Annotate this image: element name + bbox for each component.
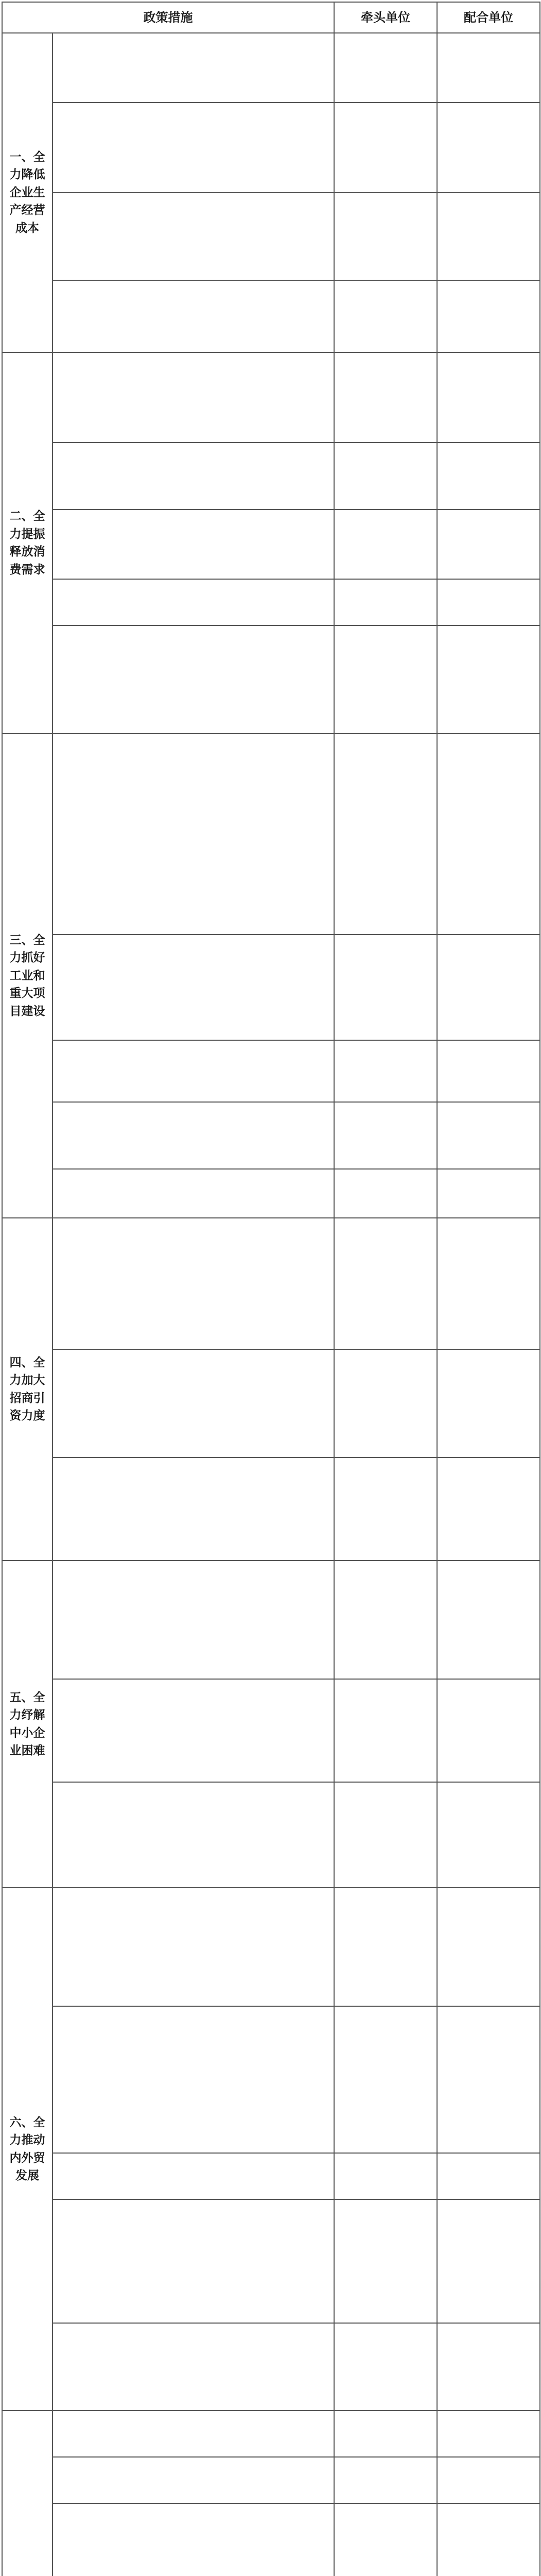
- policy-measure-cell: [53, 193, 334, 280]
- policy-measure-cell: [53, 1782, 334, 1888]
- lead-unit-cell: [334, 443, 437, 510]
- table-row: [2, 280, 540, 352]
- table-row: [2, 1888, 540, 2006]
- supporting-unit-cell: [437, 579, 540, 625]
- policy-measure-cell: [53, 579, 334, 625]
- policy-measure-cell: [53, 2503, 334, 2576]
- table-row: [2, 1458, 540, 1561]
- table-row: [2, 443, 540, 510]
- policy-measure-cell: [53, 1561, 334, 1679]
- table-row: [2, 103, 540, 193]
- supporting-unit-cell: [437, 510, 540, 579]
- table-row: [2, 2323, 540, 2411]
- row-group-label: 三、全力抓好工业和重大项目建设: [2, 734, 53, 1218]
- lead-unit-cell: [334, 2503, 437, 2576]
- table-row: [2, 1169, 540, 1218]
- lead-unit-cell: [334, 2199, 437, 2323]
- lead-unit-cell: [334, 1561, 437, 1679]
- lead-unit-cell: [334, 1458, 437, 1561]
- supporting-unit-cell: [437, 2411, 540, 2457]
- table-row: [2, 2503, 540, 2576]
- table-row: [2, 510, 540, 579]
- policy-measure-cell: [53, 2153, 334, 2199]
- header-supporting-unit: 配合单位: [437, 2, 540, 33]
- policy-measure-cell: [53, 2006, 334, 2153]
- lead-unit-cell: [334, 510, 437, 579]
- supporting-unit-cell: [437, 1458, 540, 1561]
- table-row: [2, 2457, 540, 2503]
- table-row: [2, 2153, 540, 2199]
- lead-unit-cell: [334, 1888, 437, 2006]
- policy-measure-cell: [53, 1102, 334, 1169]
- policy-measure-cell: [53, 625, 334, 734]
- policy-measure-cell: [53, 103, 334, 193]
- supporting-unit-cell: [437, 2323, 540, 2411]
- supporting-unit-cell: [437, 1888, 540, 2006]
- supporting-unit-cell: [437, 935, 540, 1040]
- lead-unit-cell: [334, 935, 437, 1040]
- row-group-label: [2, 2411, 53, 2576]
- supporting-unit-cell: [437, 352, 540, 443]
- supporting-unit-cell: [437, 2199, 540, 2323]
- supporting-unit-cell: [437, 1040, 540, 1102]
- lead-unit-cell: [334, 1218, 437, 1349]
- table-row: [2, 352, 540, 443]
- table-row: [2, 2006, 540, 2153]
- policy-measure-cell: [53, 280, 334, 352]
- table-row: [2, 1102, 540, 1169]
- lead-unit-cell: [334, 1782, 437, 1888]
- table-row: [2, 2199, 540, 2323]
- table-row: [2, 193, 540, 280]
- supporting-unit-cell: [437, 2503, 540, 2576]
- row-group-label: 五、全力纾解中小企业困难: [2, 1561, 53, 1888]
- lead-unit-cell: [334, 579, 437, 625]
- supporting-unit-cell: [437, 625, 540, 734]
- lead-unit-cell: [334, 1102, 437, 1169]
- supporting-unit-cell: [437, 280, 540, 352]
- row-group-label: 一、全力降低企业生产经营成本: [2, 33, 53, 352]
- table-row: [2, 1218, 540, 1349]
- row-group-label: 二、全力提振释放消费需求: [2, 352, 53, 734]
- table-row: [2, 1782, 540, 1888]
- supporting-unit-cell: [437, 1169, 540, 1218]
- lead-unit-cell: [334, 33, 437, 103]
- table-row: [2, 734, 540, 935]
- row-group-label: 六、全力推动内外贸发展: [2, 1888, 53, 2411]
- supporting-unit-cell: [437, 1782, 540, 1888]
- supporting-unit-cell: [437, 33, 540, 103]
- supporting-unit-cell: [437, 1679, 540, 1782]
- table-row: [2, 1349, 540, 1458]
- supporting-unit-cell: [437, 443, 540, 510]
- policy-measure-cell: [53, 1679, 334, 1782]
- lead-unit-cell: [334, 625, 437, 734]
- lead-unit-cell: [334, 1169, 437, 1218]
- supporting-unit-cell: [437, 2153, 540, 2199]
- lead-unit-cell: [334, 2457, 437, 2503]
- supporting-unit-cell: [437, 2006, 540, 2153]
- policy-measure-cell: [53, 935, 334, 1040]
- lead-unit-cell: [334, 2411, 437, 2457]
- lead-unit-cell: [334, 2153, 437, 2199]
- row-group-label: 四、全力加大招商引资力度: [2, 1218, 53, 1561]
- policy-document-page: [0, 2, 541, 2576]
- lead-unit-cell: [334, 1040, 437, 1102]
- policy-measure-cell: [53, 443, 334, 510]
- supporting-unit-cell: [437, 1218, 540, 1349]
- table-row: [2, 1040, 540, 1102]
- policy-measure-cell: [53, 1169, 334, 1218]
- policy-measure-cell: [53, 2457, 334, 2503]
- table-header-row: [2, 2, 540, 33]
- policy-measure-cell: [53, 1218, 334, 1349]
- policy-measure-cell: [53, 2199, 334, 2323]
- lead-unit-cell: [334, 2323, 437, 2411]
- policy-measure-cell: [53, 1888, 334, 2006]
- policy-measure-cell: [53, 1349, 334, 1458]
- lead-unit-cell: [334, 1349, 437, 1458]
- policy-measure-cell: [53, 33, 334, 103]
- lead-unit-cell: [334, 734, 437, 935]
- policy-measure-cell: [53, 734, 334, 935]
- header-policy-measures: 政策措施: [2, 2, 334, 33]
- lead-unit-cell: [334, 2006, 437, 2153]
- lead-unit-cell: [334, 1679, 437, 1782]
- policy-measure-cell: [53, 2411, 334, 2457]
- policy-measure-cell: [53, 1458, 334, 1561]
- policy-measure-cell: [53, 352, 334, 443]
- supporting-unit-cell: [437, 103, 540, 193]
- table-row: [2, 935, 540, 1040]
- lead-unit-cell: [334, 280, 437, 352]
- header-lead-unit: 牵头单位: [334, 2, 437, 33]
- policy-measure-cell: [53, 510, 334, 579]
- policy-measure-cell: [53, 2323, 334, 2411]
- lead-unit-cell: [334, 352, 437, 443]
- table-row: [2, 1679, 540, 1782]
- table-row: [2, 625, 540, 734]
- table-row: [2, 2411, 540, 2457]
- supporting-unit-cell: [437, 1102, 540, 1169]
- lead-unit-cell: [334, 193, 437, 280]
- supporting-unit-cell: [437, 2457, 540, 2503]
- table-row: [2, 579, 540, 625]
- table-row: [2, 1561, 540, 1679]
- supporting-unit-cell: [437, 734, 540, 935]
- policy-measures-table: [2, 2, 540, 2576]
- supporting-unit-cell: [437, 193, 540, 280]
- policy-table-body: [2, 33, 540, 2576]
- supporting-unit-cell: [437, 1349, 540, 1458]
- table-row: [2, 33, 540, 103]
- policy-measure-cell: [53, 1040, 334, 1102]
- lead-unit-cell: [334, 103, 437, 193]
- supporting-unit-cell: [437, 1561, 540, 1679]
